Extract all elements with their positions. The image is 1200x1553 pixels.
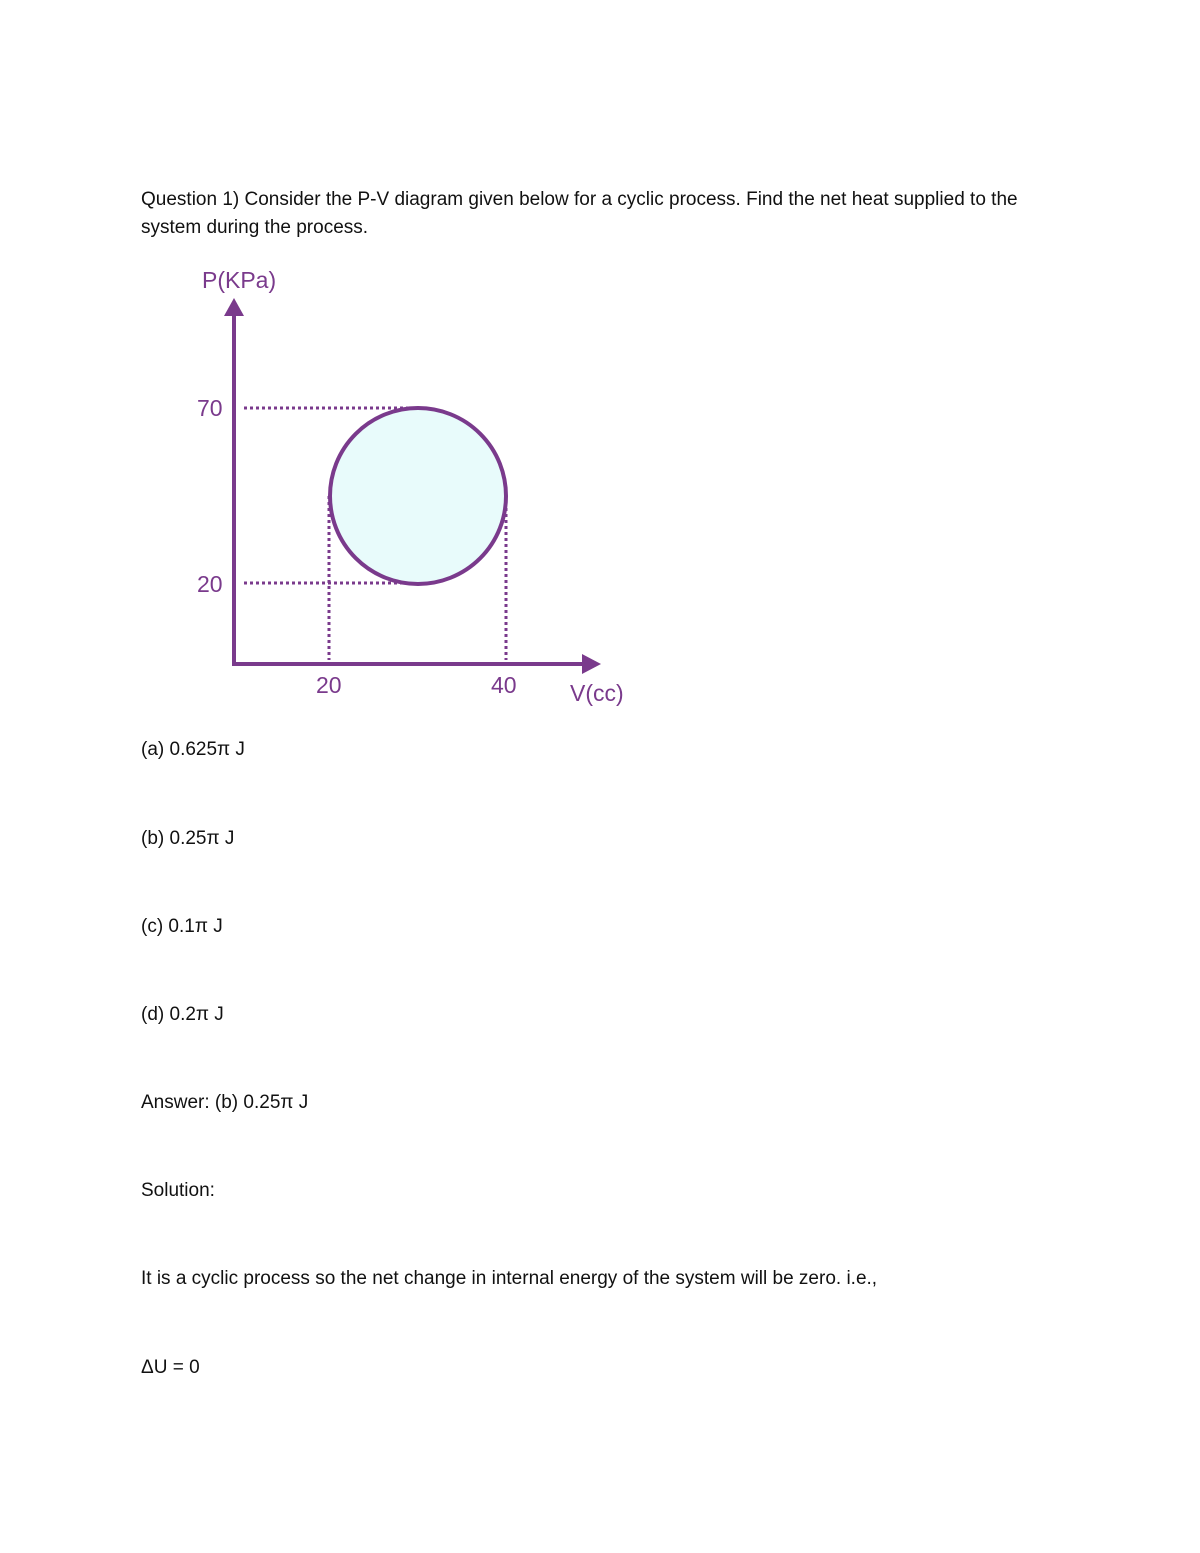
solution-text: It is a cyclic process so the net change in internal energy of the system will be zero. i.e., bbox=[141, 1268, 878, 1289]
pv-diagram bbox=[180, 258, 650, 718]
question-text bbox=[141, 186, 1071, 242]
answer-text: Answer: (b) 0.25π J bbox=[141, 1092, 309, 1113]
x-axis-arrow bbox=[582, 654, 601, 674]
y-tick-20: 20 bbox=[197, 571, 223, 597]
question-line-1: Question 1) Consider the P-V diagram given below for a cyclic process. Find the net heat supplied to the bbox=[141, 189, 1018, 210]
option-c: (c) 0.1π J bbox=[141, 916, 223, 937]
y-axis-arrow bbox=[224, 298, 244, 316]
x-tick-40: 40 bbox=[491, 672, 517, 698]
option-d: (d) 0.2π J bbox=[141, 1004, 224, 1025]
question-line-2: system during the process. bbox=[141, 217, 369, 238]
x-tick-20: 20 bbox=[316, 672, 342, 698]
option-a: (a) 0.625π J bbox=[141, 739, 245, 760]
option-b: (b) 0.25π J bbox=[141, 828, 235, 849]
y-axis-label: P(KPa) bbox=[202, 267, 277, 293]
y-tick-70: 70 bbox=[197, 395, 223, 421]
cycle-circle bbox=[330, 408, 506, 584]
solution-label: Solution: bbox=[141, 1180, 215, 1201]
x-axis-label: V(cc) bbox=[570, 680, 624, 706]
equation-text: ΔU = 0 bbox=[141, 1357, 200, 1378]
pv-diagram-svg bbox=[180, 258, 650, 718]
